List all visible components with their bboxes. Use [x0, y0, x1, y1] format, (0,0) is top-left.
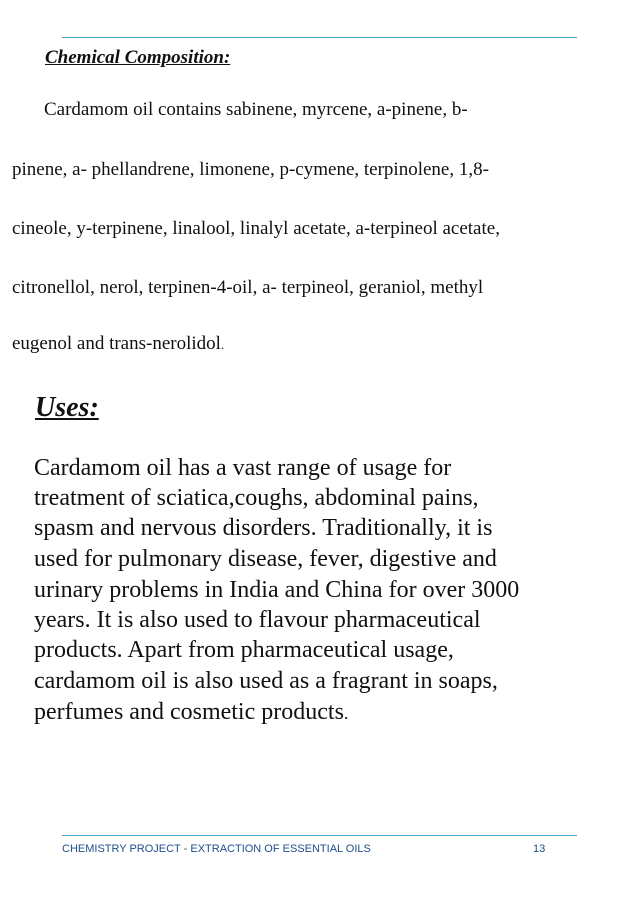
composition-line-5-period: . [220, 337, 225, 352]
uses-line-9-text: perfumes and cosmetic products [34, 699, 344, 725]
composition-line-1: Cardamom oil contains sabinene, myrcene, a-pinene, b- [44, 99, 468, 120]
uses-line-2: treatment of sciatica,coughs, abdominal pains, [34, 485, 479, 511]
uses-line-5: urinary problems in India and China for over 3000 [34, 577, 520, 603]
uses-line-4: used for pulmonary disease, fever, digestive and [34, 546, 497, 572]
uses-line-9-period: . [343, 703, 349, 723]
uses-line-8: cardamom oil is also used as a fragrant in soaps, [34, 668, 498, 694]
uses-line-3: spasm and nervous disorders. Traditionally, it is [34, 515, 493, 541]
uses-heading: Uses: [35, 392, 99, 423]
header-rule [62, 37, 577, 38]
uses-line-6: years. It is also used to flavour pharmaceutical [34, 607, 481, 633]
composition-line-5 [12, 333, 224, 355]
footer-title: CHEMISTRY PROJECT - EXTRACTION OF ESSENTIAL OILS [62, 843, 371, 855]
chemical-composition-heading: Chemical Composition: [45, 47, 231, 68]
composition-line-5-text: eugenol and trans-nerolidol [12, 333, 221, 354]
uses-line-9 [34, 699, 348, 725]
page-number: 13 [533, 843, 546, 855]
composition-line-4: citronellol, nerol, terpinen-4-oil, a- terpineol, geraniol, methyl [12, 277, 484, 298]
uses-line-7: products. Apart from pharmaceutical usage, [34, 637, 454, 663]
footer-rule [62, 835, 577, 836]
composition-line-2: pinene, a- phellandrene, limonene, p-cymene, terpinolene, 1,8- [12, 159, 489, 180]
composition-line-3: cineole, y-terpinene, linalool, linalyl acetate, a-terpineol acetate, [12, 218, 500, 239]
uses-line-1: Cardamom oil has a vast range of usage for [34, 455, 452, 481]
